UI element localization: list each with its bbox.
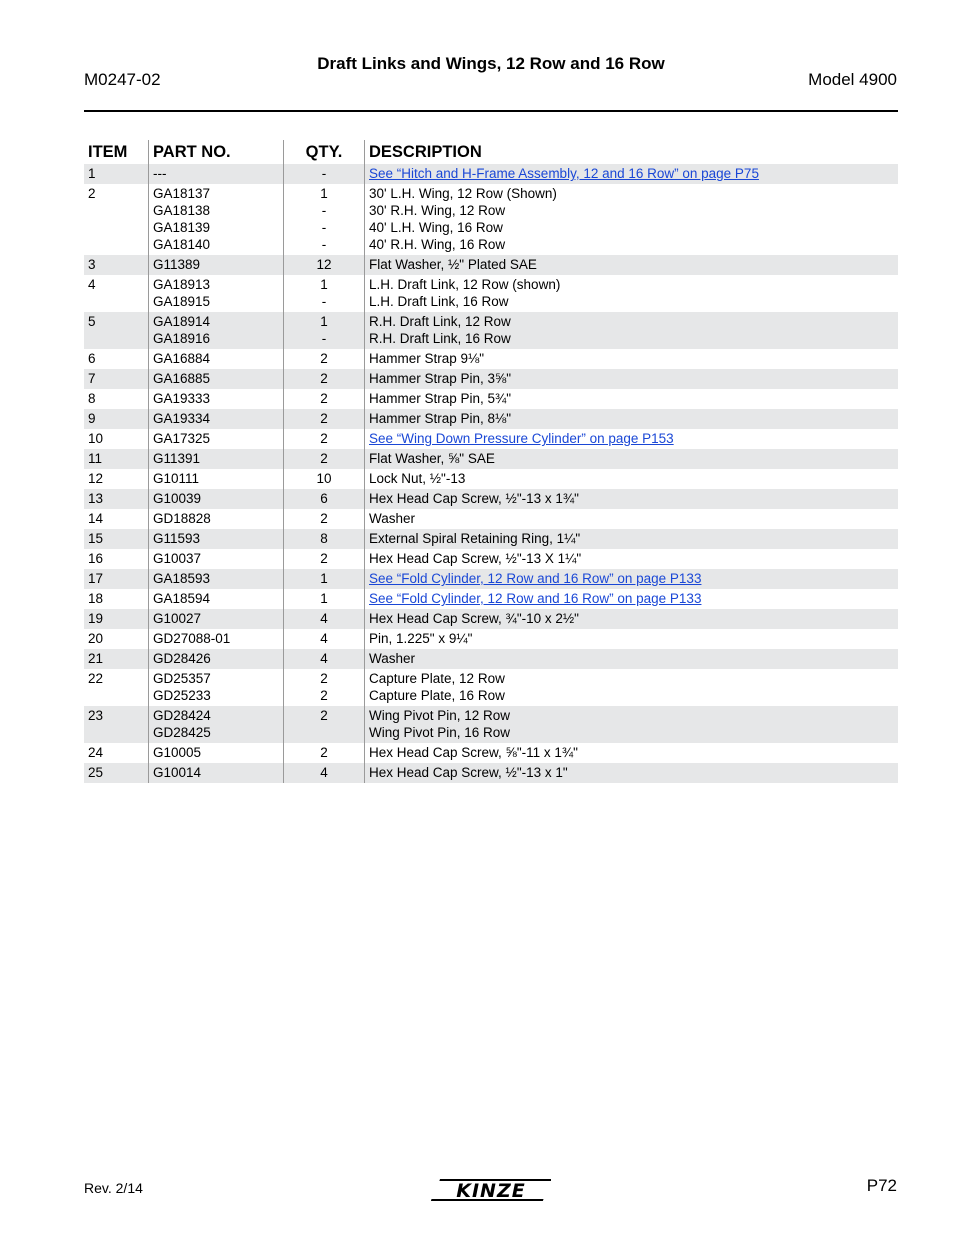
description: Washer: [369, 511, 416, 526]
part-number-cell: [149, 469, 284, 489]
description-cell: [365, 669, 899, 706]
part-number-cell: [149, 275, 284, 312]
item-number: 2: [88, 186, 96, 201]
item-number: 25: [84, 763, 149, 783]
quantity: 2: [320, 745, 328, 760]
part-number: GA18593: [153, 571, 211, 586]
quantity-cell: [284, 255, 365, 275]
description: 30' R.H. Wing, 12 Row: [369, 203, 506, 218]
part-number: GD28426: [153, 651, 211, 666]
description-cell: [365, 763, 899, 783]
part-number: GA19334: [153, 411, 211, 426]
table-row: [84, 609, 898, 629]
part-number: GD18828: [153, 511, 211, 526]
item-number: 8: [88, 391, 96, 406]
quantity: -: [321, 220, 327, 235]
quantity-cell: [284, 449, 365, 469]
item-number: 13: [84, 489, 149, 509]
parts-table: [84, 140, 898, 783]
item-number: 9: [84, 409, 149, 429]
description: Hammer Strap Pin, 3⅝": [369, 371, 512, 386]
page-title: Draft Links and Wings, 12 Row and 16 Row: [317, 54, 665, 73]
part-number-cell: [149, 429, 284, 449]
part-number-cell: [149, 706, 284, 743]
part-number: GA18139: [153, 220, 211, 235]
part-number: GA17325: [153, 431, 211, 446]
quantity-cell: [284, 529, 365, 549]
description: Capture Plate, 16 Row: [369, 688, 505, 703]
table-row: [84, 649, 898, 669]
quantity: 2: [320, 451, 328, 466]
part-number-cell: [149, 312, 284, 349]
part-number-cell: [149, 389, 284, 409]
part-number-cell: [149, 649, 284, 669]
quantity-cell: [284, 669, 365, 706]
quantity-cell: [284, 312, 365, 349]
quantity: 6: [320, 491, 328, 506]
quantity-cell: [284, 629, 365, 649]
quantity: -: [321, 237, 327, 252]
part-number-cell: [149, 743, 284, 763]
part-number: G10014: [153, 765, 202, 780]
description: Wing Pivot Pin, 16 Row: [369, 725, 511, 740]
part-number: ---: [153, 166, 167, 181]
part-number-cell: [149, 409, 284, 429]
quantity-cell: [284, 649, 365, 669]
description: Capture Plate, 12 Row: [369, 671, 505, 686]
quantity: 2: [320, 371, 328, 386]
part-number-cell: [149, 449, 284, 469]
table-row: [84, 369, 898, 389]
part-number: GA18140: [153, 237, 211, 252]
table-row: [84, 469, 898, 489]
part-number-cell: [149, 629, 284, 649]
table-row: [84, 449, 898, 469]
quantity: 2: [320, 671, 328, 686]
description: Hex Head Cap Screw, ½"-13 x 1": [369, 765, 568, 780]
item-number: 24: [88, 745, 104, 760]
description-cell: [365, 164, 899, 184]
part-number: G10111: [153, 471, 200, 486]
part-number-cell: [149, 609, 284, 629]
table-row: [84, 669, 898, 706]
description: Flat Washer, ½" Plated SAE: [369, 257, 537, 272]
part-number-cell: [149, 589, 284, 609]
part-number: GA19333: [153, 391, 211, 406]
quantity-cell: [284, 369, 365, 389]
table-row: [84, 409, 898, 429]
quantity: -: [321, 294, 327, 309]
quantity-cell: [284, 429, 365, 449]
description: Lock Nut, ½"-13: [369, 471, 466, 486]
quantity: 8: [320, 531, 328, 546]
quantity: 2: [320, 351, 328, 366]
quantity-cell: [284, 489, 365, 509]
description-cell: [365, 649, 899, 669]
item-number: 11: [84, 449, 149, 469]
part-number: G10027: [153, 611, 202, 626]
description: R.H. Draft Link, 12 Row: [369, 314, 511, 329]
part-number: GA18915: [153, 294, 211, 309]
item-number: 5: [84, 312, 149, 349]
description-cell: [365, 275, 899, 312]
description-cell: [365, 184, 899, 255]
part-number: GD28425: [153, 725, 211, 740]
part-number: GA16885: [153, 371, 211, 386]
part-number: G11391: [153, 451, 201, 466]
description-cell: [365, 706, 899, 743]
quantity: 12: [316, 257, 332, 272]
description-cell: [365, 509, 899, 529]
revision-label: Rev. 2/14: [84, 1180, 143, 1196]
description-cell: [365, 589, 899, 609]
column-header-qty: QTY.: [284, 140, 365, 164]
header-divider: [84, 110, 898, 112]
description: Hex Head Cap Screw, ⅝"-11 x 1¾": [369, 745, 578, 760]
item-number: 3: [84, 255, 149, 275]
description: Pin, 1.225" x 9¼": [369, 631, 473, 646]
description-cell: [365, 349, 899, 369]
description-cell: [365, 469, 899, 489]
part-number-cell: [149, 549, 284, 569]
quantity: -: [321, 166, 327, 181]
cross-reference-link[interactable]: See “Hitch and H-Frame Assembly, 12 and 16 Row” on page P75: [369, 166, 759, 181]
description-cell: [365, 312, 899, 349]
part-number: GA16884: [153, 351, 211, 366]
part-number: GA18138: [153, 203, 211, 218]
description: 30' L.H. Wing, 12 Row (Shown): [369, 186, 557, 201]
model-label: Model 4900: [808, 70, 897, 89]
quantity: 2: [320, 688, 328, 703]
table-row: [84, 743, 898, 763]
quantity-cell: [284, 184, 365, 255]
table-row: [84, 706, 898, 743]
page-number: P72: [866, 1176, 897, 1195]
description: 40' L.H. Wing, 16 Row: [369, 220, 503, 235]
quantity: 2: [320, 431, 328, 446]
quantity: 2: [320, 391, 328, 406]
description: 40' R.H. Wing, 16 Row: [369, 237, 506, 252]
quantity-cell: [284, 743, 365, 763]
description-cell: [365, 629, 899, 649]
item-number: 23: [84, 706, 149, 743]
logo-text: KINZE: [456, 1180, 526, 1202]
item-number: 19: [84, 609, 149, 629]
description: R.H. Draft Link, 16 Row: [369, 331, 511, 346]
table-row: [84, 429, 898, 449]
description: L.H. Draft Link, 16 Row: [369, 294, 509, 309]
cross-reference-link[interactable]: See “Fold Cylinder, 12 Row and 16 Row” on page P133: [369, 571, 702, 586]
table-row: [84, 389, 898, 409]
description-cell: [365, 529, 899, 549]
description: External Spiral Retaining Ring, 1¼": [369, 531, 581, 546]
part-number-cell: [149, 489, 284, 509]
item-number: 15: [84, 529, 149, 549]
part-number: GD25233: [153, 688, 211, 703]
cross-reference-link[interactable]: See “Fold Cylinder, 12 Row and 16 Row” on page P133: [369, 591, 702, 606]
description: Hex Head Cap Screw, ½"-13 X 1¼": [369, 551, 582, 566]
table-row: [84, 489, 898, 509]
item-number: 4: [88, 277, 96, 292]
item-number: 14: [88, 511, 104, 526]
quantity-cell: [284, 275, 365, 312]
item-number: 12: [88, 471, 104, 486]
quantity-cell: [284, 509, 365, 529]
quantity-cell: [284, 763, 365, 783]
part-number: G11593: [153, 531, 201, 546]
part-number: GD27088-01: [153, 631, 231, 646]
table-row: [84, 549, 898, 569]
part-number: G10039: [153, 491, 202, 506]
kinze-logo: [431, 1176, 551, 1204]
quantity: 1: [320, 591, 328, 606]
cross-reference-link[interactable]: See “Wing Down Pressure Cylinder” on page P153: [369, 431, 674, 446]
description: Washer: [369, 651, 416, 666]
quantity-cell: [284, 469, 365, 489]
part-number: GA18914: [153, 314, 211, 329]
item-number: 10: [88, 431, 104, 446]
table-row: [84, 349, 898, 369]
description-cell: [365, 255, 899, 275]
table-row: [84, 763, 898, 783]
table-row: [84, 184, 898, 255]
description-cell: [365, 743, 899, 763]
table-row: [84, 529, 898, 549]
part-number-cell: [149, 569, 284, 589]
description-cell: [365, 409, 899, 429]
description-cell: [365, 609, 899, 629]
quantity-cell: [284, 589, 365, 609]
description-cell: [365, 489, 899, 509]
quantity-cell: [284, 706, 365, 743]
document-number: M0247-02: [84, 70, 161, 89]
part-number: GD28424: [153, 708, 211, 723]
item-number: 18: [88, 591, 104, 606]
description-cell: [365, 369, 899, 389]
quantity: -: [321, 331, 327, 346]
part-number-cell: [149, 669, 284, 706]
description: Hammer Strap 9⅛": [369, 351, 485, 366]
quantity: 4: [320, 651, 328, 666]
part-number: GA18913: [153, 277, 211, 292]
item-number: 7: [84, 369, 149, 389]
part-number: GD25357: [153, 671, 211, 686]
table-row: [84, 629, 898, 649]
quantity-cell: [284, 569, 365, 589]
description: L.H. Draft Link, 12 Row (shown): [369, 277, 561, 292]
part-number-cell: [149, 255, 284, 275]
quantity: 4: [320, 611, 328, 626]
part-number: GA18594: [153, 591, 211, 606]
table-row: [84, 509, 898, 529]
item-number: 16: [88, 551, 104, 566]
quantity: 1: [320, 571, 328, 586]
quantity-cell: [284, 349, 365, 369]
part-number-cell: [149, 164, 284, 184]
quantity-cell: [284, 609, 365, 629]
quantity: 1: [320, 277, 328, 292]
part-number-cell: [149, 369, 284, 389]
table-row: [84, 255, 898, 275]
description: Wing Pivot Pin, 12 Row: [369, 708, 511, 723]
quantity-cell: [284, 549, 365, 569]
quantity: 1: [320, 186, 328, 201]
description-cell: [365, 549, 899, 569]
table-row: [84, 275, 898, 312]
table-header-row: [84, 140, 898, 164]
item-number: 21: [84, 649, 149, 669]
part-number-cell: [149, 184, 284, 255]
description: Hammer Strap Pin, 8⅛": [369, 411, 512, 426]
part-number: G10005: [153, 745, 202, 760]
item-number: 1: [84, 164, 149, 184]
part-number-cell: [149, 763, 284, 783]
quantity: -: [321, 203, 327, 218]
item-number: 6: [88, 351, 96, 366]
description: Flat Washer, ⅝" SAE: [369, 451, 495, 466]
item-number: 20: [88, 631, 104, 646]
part-number: GA18916: [153, 331, 211, 346]
description-cell: [365, 389, 899, 409]
quantity: 1: [320, 314, 328, 329]
quantity: 2: [320, 551, 328, 566]
description-cell: [365, 429, 899, 449]
part-number: G10037: [153, 551, 202, 566]
quantity-cell: [284, 164, 365, 184]
table-row: [84, 312, 898, 349]
quantity: 4: [320, 765, 328, 780]
quantity: 2: [320, 511, 328, 526]
quantity: 2: [320, 411, 328, 426]
item-number: 22: [88, 671, 104, 686]
quantity-cell: [284, 409, 365, 429]
quantity: 10: [316, 471, 332, 486]
part-number: GA18137: [153, 186, 211, 201]
column-header-part-no: PART NO.: [149, 140, 284, 164]
quantity-cell: [284, 389, 365, 409]
table-row: [84, 589, 898, 609]
part-number-cell: [149, 349, 284, 369]
part-number: G11389: [153, 257, 201, 272]
description: Hex Head Cap Screw, ¾"-10 x 2½": [369, 611, 579, 626]
column-header-description: DESCRIPTION: [365, 140, 899, 164]
table-row: [84, 569, 898, 589]
quantity: 4: [320, 631, 328, 646]
part-number-cell: [149, 509, 284, 529]
description-cell: [365, 569, 899, 589]
quantity: 2: [320, 708, 328, 723]
item-number: 17: [84, 569, 149, 589]
description-cell: [365, 449, 899, 469]
description: Hammer Strap Pin, 5¾": [369, 391, 512, 406]
table-row: [84, 164, 898, 184]
description: Hex Head Cap Screw, ½"-13 x 1¾": [369, 491, 579, 506]
part-number-cell: [149, 529, 284, 549]
column-header-item: ITEM: [88, 143, 128, 161]
